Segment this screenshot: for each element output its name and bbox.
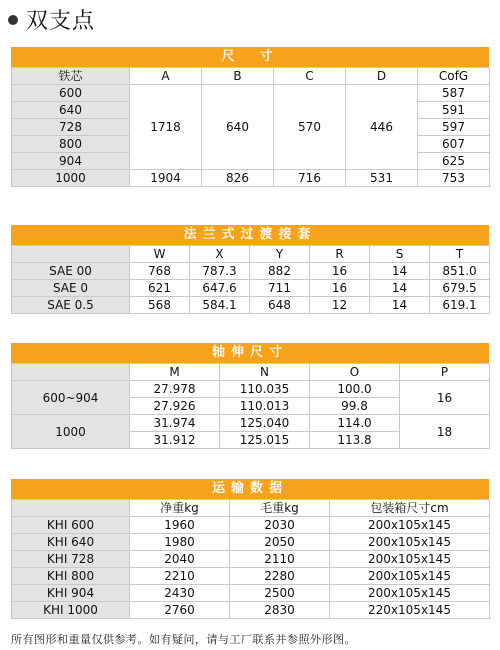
group-p: 18 [400,415,490,449]
cell: 2050 [230,534,330,551]
core-cell: 1000 [12,170,130,187]
cell: 110.013 [220,398,310,415]
dimensions-banner: 尺 寸 [11,47,489,67]
cofg-cell: 753 [418,170,490,187]
cell: 1980 [130,534,230,551]
cell: 851.0 [430,263,490,280]
cell: 2110 [230,551,330,568]
last-b: 826 [202,170,274,187]
header-net-weight: 净重kg [130,500,230,517]
group-label: 600~904 [12,381,130,415]
cell: 2830 [230,602,330,619]
header-o: O [310,364,400,381]
cell: 787.3 [190,263,250,280]
cell: 882 [250,263,310,280]
table-row [12,280,490,297]
cell: 200x105x145 [330,534,490,551]
cell: 711 [250,280,310,297]
cell: 2040 [130,551,230,568]
transport-banner: 运输数据 [11,479,489,499]
cell: 220x105x145 [330,602,490,619]
cell: 14 [370,263,430,280]
row-label: SAE 00 [12,263,130,280]
model-label: KHI 728 [12,551,130,568]
cell: 2500 [230,585,330,602]
header-empty [12,246,130,263]
header-r: R [310,246,370,263]
table-row [12,263,490,280]
dimensions-table [11,47,489,187]
cell: 2280 [230,568,330,585]
group-label: 1000 [12,415,130,449]
cell: 99.8 [310,398,400,415]
cell: 1960 [130,517,230,534]
model-label: KHI 1000 [12,602,130,619]
cell: 27.978 [130,381,220,398]
flange-table [11,225,489,314]
cell: 584.1 [190,297,250,314]
transport-table [11,479,489,619]
cell: 200x105x145 [330,517,490,534]
cell: 125.015 [220,432,310,449]
merged-d: 446 [346,85,418,170]
table-row [12,568,490,585]
header-w: W [130,246,190,263]
header-box-size: 包装箱尺寸cm [330,500,490,517]
cell: 14 [370,280,430,297]
row-label: SAE 0.5 [12,297,130,314]
cell: 621 [130,280,190,297]
cell: 2030 [230,517,330,534]
last-c: 716 [274,170,346,187]
cell: 14 [370,297,430,314]
table-row [12,585,490,602]
table-row [12,415,490,432]
header-m: M [130,364,220,381]
table-row [12,170,490,187]
cell: 12 [310,297,370,314]
page-title-text: 双支点 [26,9,96,34]
cofg-cell: 591 [418,102,490,119]
shaft-banner: 轴伸尺寸 [11,343,489,363]
cell: 619.1 [430,297,490,314]
last-d: 531 [346,170,418,187]
model-label: KHI 904 [12,585,130,602]
dimensions-header-row [12,68,490,85]
cell: 100.0 [310,381,400,398]
cell: 110.035 [220,381,310,398]
cell: 200x105x145 [330,551,490,568]
cell: 568 [130,297,190,314]
merged-b: 640 [202,85,274,170]
header-c: C [274,68,346,85]
footnote: 所有图形和重量仅供参考。如有疑问，请与工厂联系并参照外形图。 [11,633,356,646]
core-cell: 600 [12,85,130,102]
cell: 2210 [130,568,230,585]
core-cell: 640 [12,102,130,119]
cell: 113.8 [310,432,400,449]
last-a: 1904 [130,170,202,187]
cell: 16 [310,280,370,297]
header-gross-weight: 毛重kg [230,500,330,517]
cofg-cell: 597 [418,119,490,136]
shaft-header-row [12,364,490,381]
core-cell: 800 [12,136,130,153]
cell: 768 [130,263,190,280]
core-cell: 904 [12,153,130,170]
model-label: KHI 800 [12,568,130,585]
cofg-cell: 587 [418,85,490,102]
header-b: B [202,68,274,85]
row-label: SAE 0 [12,280,130,297]
header-y: Y [250,246,310,263]
header-p: P [400,364,490,381]
cell: 200x105x145 [330,568,490,585]
table-row [12,602,490,619]
table-row [12,297,490,314]
header-cofg: CofG [418,68,490,85]
header-n: N [220,364,310,381]
cell: 114.0 [310,415,400,432]
header-s: S [370,246,430,263]
table-row [12,534,490,551]
cell: 31.974 [130,415,220,432]
merged-c: 570 [274,85,346,170]
core-cell: 728 [12,119,130,136]
cell: 647.6 [190,280,250,297]
bullet-icon [8,15,18,25]
header-d: D [346,68,418,85]
header-empty [12,364,130,381]
flange-header-row [12,246,490,263]
cell: 648 [250,297,310,314]
shaft-table [11,343,489,449]
cell: 31.912 [130,432,220,449]
cell: 200x105x145 [330,585,490,602]
cell: 27.926 [130,398,220,415]
cell: 125.040 [220,415,310,432]
table-row [12,551,490,568]
group-p: 16 [400,381,490,415]
cofg-cell: 607 [418,136,490,153]
flange-banner: 法兰式过渡接套 [11,225,489,245]
header-core: 铁芯 [12,68,130,85]
cell: 2760 [130,602,230,619]
header-t: T [430,246,490,263]
cell: 2430 [130,585,230,602]
merged-a: 1718 [130,85,202,170]
page-title [8,4,95,35]
table-row [12,517,490,534]
table-row [12,85,490,102]
cofg-cell: 625 [418,153,490,170]
model-label: KHI 600 [12,517,130,534]
header-x: X [190,246,250,263]
table-row [12,381,490,398]
header-a: A [130,68,202,85]
transport-header-row [12,500,490,517]
cell: 679.5 [430,280,490,297]
header-empty [12,500,130,517]
model-label: KHI 640 [12,534,130,551]
cell: 16 [310,263,370,280]
